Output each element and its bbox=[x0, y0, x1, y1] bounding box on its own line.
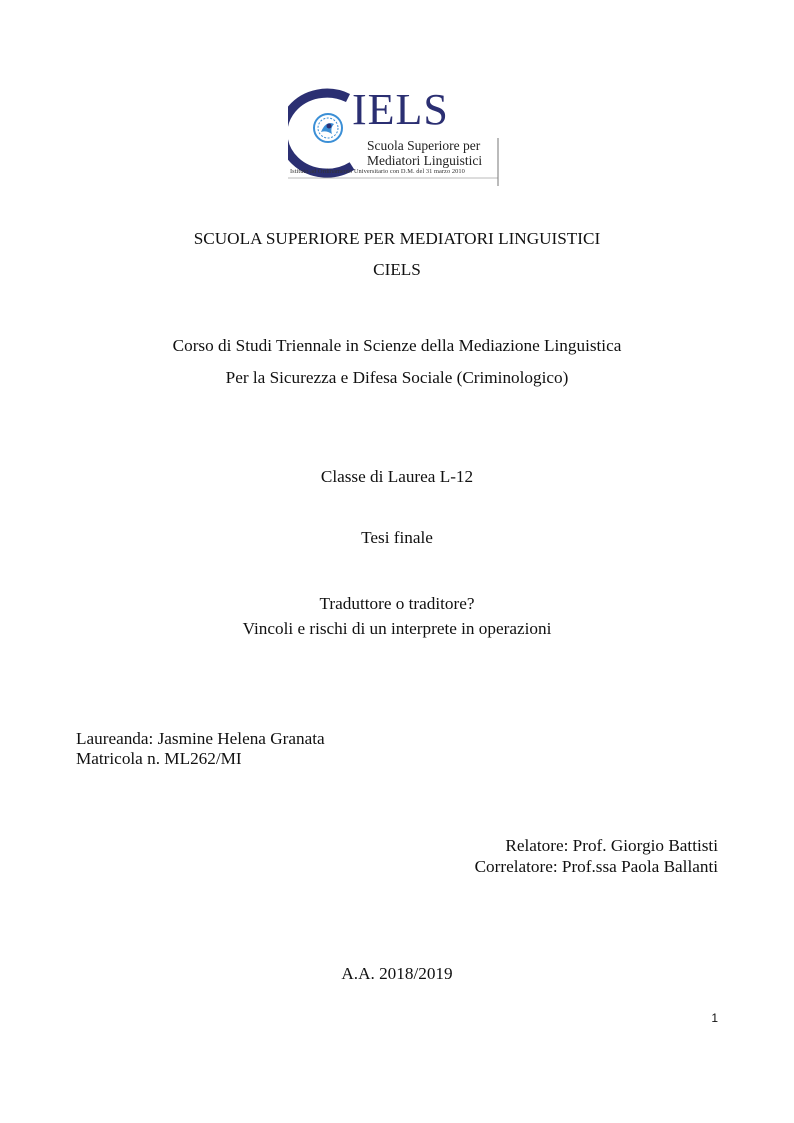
logo-school-name bbox=[367, 138, 482, 168]
thesis-title-line-2: Vincoli e rischi di un interprete in operazioni bbox=[242, 619, 552, 638]
logo-accreditation-note: Istituto ad Ordinamento Universitario con D.M. del 31 marzo 2010 bbox=[290, 168, 465, 175]
course-line-2: Per la Sicurezza e Difesa Sociale (Criminologico) bbox=[225, 368, 569, 387]
relatore: Relatore: Prof. Giorgio Battisti bbox=[505, 836, 718, 855]
student-id: Matricola n. ML262/MI bbox=[76, 749, 242, 768]
page-number: 1 bbox=[711, 1011, 718, 1025]
academic-year: A.A. 2018/2019 bbox=[341, 964, 453, 983]
institution-name: SCUOLA SUPERIORE PER MEDIATORI LINGUISTICI bbox=[193, 229, 601, 248]
ciels-logo bbox=[288, 86, 504, 188]
thesis-title-line-1: Traduttore o traditore? bbox=[319, 594, 475, 613]
logo-wordmark: IELS bbox=[352, 85, 449, 134]
thesis-label: Tesi finale bbox=[361, 528, 433, 547]
degree-class: Classe di Laurea L-12 bbox=[320, 467, 474, 486]
institution-acronym: CIELS bbox=[373, 260, 421, 279]
course-line-1: Corso di Studi Triennale in Scienze della Mediazione Linguistica bbox=[172, 336, 622, 355]
logo-school-line-1: Scuola Superiore per bbox=[367, 138, 481, 153]
student-name: Laureanda: Jasmine Helena Granata bbox=[76, 729, 325, 748]
correlatore: Correlatore: Prof.ssa Paola Ballanti bbox=[474, 857, 718, 876]
logo-school-line-2: Mediatori Linguistici bbox=[367, 153, 483, 168]
